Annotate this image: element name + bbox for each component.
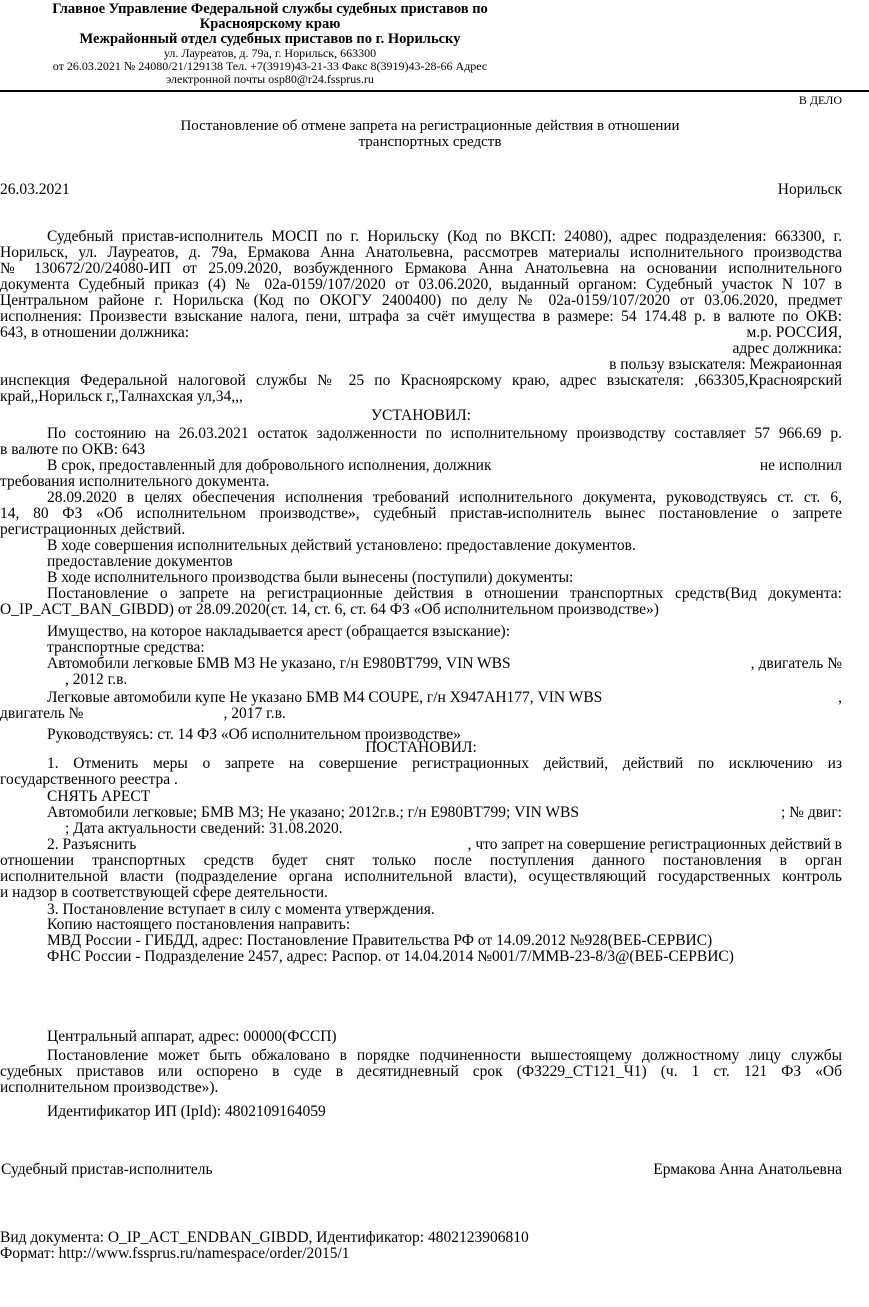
ip-identifier xyxy=(0,1104,842,1120)
text-segment: в пользу взыскателя: Межраионная xyxy=(609,356,842,373)
ban-document-paragraph xyxy=(0,586,842,618)
header-org-line1: Главное Управление Федеральной службы судебных приставов по xyxy=(52,1,488,17)
text-segment: Автомобили легковые; БМВ М3; Не указано; 2012г.в.; г/н Е980ВТ799; VIN WBS xyxy=(47,804,579,821)
text-segment: адрес должника: xyxy=(732,340,842,357)
resolution-item-2 xyxy=(0,837,842,901)
document-date: 26.03.2021 xyxy=(0,181,70,198)
heading-postanovil xyxy=(0,740,842,756)
text-line: исполнительном производстве»). xyxy=(0,1079,219,1096)
header-department: Межрайонный отдел судебных приставов по г. Норильску xyxy=(79,31,461,47)
text-line: 14, 80 ФЗ «Об исполнительном производстве», судебный пристав-исполнитель вынес постановление о запрете xyxy=(0,506,842,522)
text-line: исполнительной власти (подразделение органа исполнительной власти), осуществляющий государственных контроль xyxy=(0,869,842,885)
copy-to xyxy=(0,917,842,933)
header-email: электронной почты osp80@r24.fssprus.ru xyxy=(166,72,374,86)
voluntary-term-paragraph xyxy=(0,458,842,490)
text-line: ФНС России - Подразделение 2457, адрес: Распор. от 14.04.2014 №001/7/ММВ-23-8/3@(ВЕБ-СЕРВИС) xyxy=(47,948,734,965)
text-segment: Легковые автомобили купе Не указано БМВ М4 COUPE, г/н Х947АН177, VIN WBS xyxy=(47,689,603,706)
text-line: В ходе совершения исполнительных действий установлено: предоставление документов. xyxy=(47,537,636,554)
text-line: Норильск, ул. Лауреатов, д. 79а, Ермакова Анна Анатольевна, рассмотрев материалы исполнительного производства xyxy=(0,245,842,261)
footer-doc-type: Вид документа: O_IP_ACT_ENDBAN_GIBDD, Идентификатор: 4802123906810 xyxy=(0,1229,529,1246)
header-address: ул. Лауреатов, д. 79а, г. Норильск, 663300 xyxy=(163,46,377,60)
appeal-paragraph xyxy=(0,1048,842,1096)
text-line xyxy=(0,690,842,706)
text-line: 3. Постановление вступает в силу с момента утверждения. xyxy=(47,901,435,918)
text-line: отношении транспортных средств будет снят только после поступления данного постановления в орган xyxy=(0,853,842,869)
text-line: требования исполнительного документа. xyxy=(0,473,270,490)
text-line: Имущество, на которое накладывается арест (обращается взыскание): xyxy=(47,623,511,640)
text-segment: двигатель № xyxy=(0,705,84,722)
recipient-mvd xyxy=(0,933,842,949)
text-segment: 643, в отношении должника: xyxy=(0,324,190,341)
text-segment: , 2017 г.в. xyxy=(223,705,286,722)
vehicle-arrest-details xyxy=(0,805,842,837)
text-line xyxy=(0,706,842,722)
text-line: край,,Норильск г,,Талнахская ул,34,,, xyxy=(0,388,243,405)
text-line xyxy=(0,357,842,373)
text-line: документа Судебный приказ (4) № 02а-0159/107/2020 от 03.06.2020, выданный органом: Судебный участок N 107 в xyxy=(0,277,842,293)
text-line: Постановление может быть обжаловано в порядке подчиненности вышестоящему должностному лицу службы xyxy=(47,1048,842,1064)
recipient-fns xyxy=(0,949,842,965)
text-line: судебных приставов или оспорено в суде в десятидневный срок (ФЗ229_СТ121_Ч1) (ч. 1 ст. 121 ФЗ «Об xyxy=(0,1064,842,1080)
text-segment: Автомобили легковые БМВ М3 Не указано, г/н Е980ВТ799, VIN WBS xyxy=(47,655,511,672)
text-segment: м.р. РОССИЯ, xyxy=(746,324,842,341)
text-line xyxy=(0,837,842,853)
document-title-line1: Постановление об отмене запрета на регистрационные действия в отношении xyxy=(180,118,680,134)
text-line: исполнения: Произвести взыскание налога, пени, штрафа за счёт имущества в размере: 54 174.48 р. в валюте по ОКВ: xyxy=(0,309,842,325)
text-line: По состоянию на 26.03.2021 остаток задолженности по исполнительному производству составляет 57 966.69 р. xyxy=(47,426,842,442)
property-type xyxy=(0,640,842,656)
document-title-line2: транспортных средств xyxy=(358,134,502,150)
text-line: ПОСТАНОВИЛ: xyxy=(365,739,477,756)
intro-paragraph xyxy=(0,229,842,405)
text-line: государственного реестра . xyxy=(0,771,178,788)
text-segment: 2. Разъяснить xyxy=(47,836,137,853)
signature-role: Судебный пристав-исполнитель xyxy=(1,1161,213,1178)
text-line: Постановление о запрете на регистрационные действия в отношении транспортных средств(Вид документа: xyxy=(47,586,842,602)
remove-arrest xyxy=(0,789,842,805)
text-segment: , xyxy=(838,689,842,706)
documents-issued xyxy=(0,570,842,586)
text-line: ; Дата актуальности сведений: 31.08.2020. xyxy=(65,820,343,837)
text-segment: , что запрет на совершение регистрационных действий в xyxy=(467,836,842,853)
text-line xyxy=(0,325,842,341)
stamp-v-delo: В ДЕЛО xyxy=(798,93,842,107)
vehicle-1 xyxy=(0,656,842,688)
text-line: O_IP_ACT_BAN_GIBDD) от 28.09.2020(ст. 14, ст. 6, ст. 64 ФЗ «Об исполнительном производстве») xyxy=(0,601,659,618)
text-line: СНЯТЬ АРЕСТ xyxy=(47,788,151,805)
text-line: Копию настоящего постановления направить: xyxy=(47,916,351,933)
text-line: Судебный пристав-исполнитель МОСП по г. Норильску (Код по ВКСП: 24080), адрес подразделения: 663300, г. xyxy=(47,229,842,245)
resolution-item-1 xyxy=(0,756,842,788)
text-line: Центральном районе г. Норильска (Код по ОКОГУ 2400400) по делу № 02а-0159/107/2020 от 03.06.2020, предмет xyxy=(0,293,842,309)
documents-provided xyxy=(0,554,842,570)
text-segment: не исполнил xyxy=(759,457,842,474)
text-segment: В срок, предоставленный для добровольного исполнения, должник xyxy=(47,457,492,474)
text-segment: ; № двиг: xyxy=(780,804,842,821)
heading-ustanovil xyxy=(0,408,842,424)
header-divider xyxy=(0,90,869,92)
text-line: В ходе исполнительного производства были вынесены (поступили) документы: xyxy=(47,569,574,586)
text-line: Руководствуясь: ст. 14 ФЗ «Об исполнительном производстве» xyxy=(47,726,461,743)
text-line xyxy=(0,805,842,821)
header-org-line2: Красноярскому краю xyxy=(199,16,341,32)
text-line: в валюте по ОКВ: 643 xyxy=(0,441,146,458)
text-line: Центральный аппарат, адрес: 00000(ФССП) xyxy=(47,1028,337,1045)
text-line: , 2012 г.в. xyxy=(65,671,128,688)
text-line: регистрационных действий. xyxy=(0,521,186,538)
actions-paragraph xyxy=(0,538,842,554)
vehicle-2 xyxy=(0,690,842,722)
text-line: МВД России - ГИБДД, адрес: Постановление Правительства РФ от 14.09.2012 №928(ВЕБ-СЕРВИС) xyxy=(47,932,713,949)
text-line: УСТАНОВИЛ: xyxy=(371,407,471,424)
text-segment: , двигатель № xyxy=(750,655,842,672)
text-line xyxy=(0,458,842,474)
property-paragraph xyxy=(0,624,842,640)
text-line: 28.09.2020 в целях обеспечения исполнения требований исполнительного документа, руководствуясь ст. ст. 6, xyxy=(47,490,842,506)
ban-paragraph xyxy=(0,490,842,538)
header-contacts: от 26.03.2021 № 24080/21/129138 Тел. +7(3919)43-21-33 Факс 8(3919)43-28-66 Адрес xyxy=(52,59,488,73)
text-line: и надзор в соответствующей сфере деятельности. xyxy=(0,884,328,901)
document-city: Норильск xyxy=(777,181,842,198)
text-line: № 130672/20/24080-ИП от 25.09.2020, возбужденного Ермакова Анна Анатольевна на основании исполнительного xyxy=(0,261,842,277)
debt-paragraph xyxy=(0,426,842,458)
text-line: транспортные средства: xyxy=(47,639,205,656)
text-line xyxy=(0,341,842,357)
text-line xyxy=(0,656,842,672)
footer-format: Формат: http://www.fssprus.ru/namespace/order/2015/1 xyxy=(0,1245,350,1262)
text-line: 1. Отменить меры о запрете на совершение регистрационных действий, действий по исключению из xyxy=(47,756,842,772)
text-line: Идентификатор ИП (IpId): 4802109164059 xyxy=(47,1103,326,1120)
signature-name: Ермакова Анна Анатольевна xyxy=(653,1161,842,1178)
text-line: предоставление документов xyxy=(47,553,233,570)
recipient-central xyxy=(0,1029,842,1045)
text-line: инспекция Федеральной налоговой службы № 25 по Красноярскому краю, адрес взыскателя: ,663305,Красноярский xyxy=(0,373,842,389)
